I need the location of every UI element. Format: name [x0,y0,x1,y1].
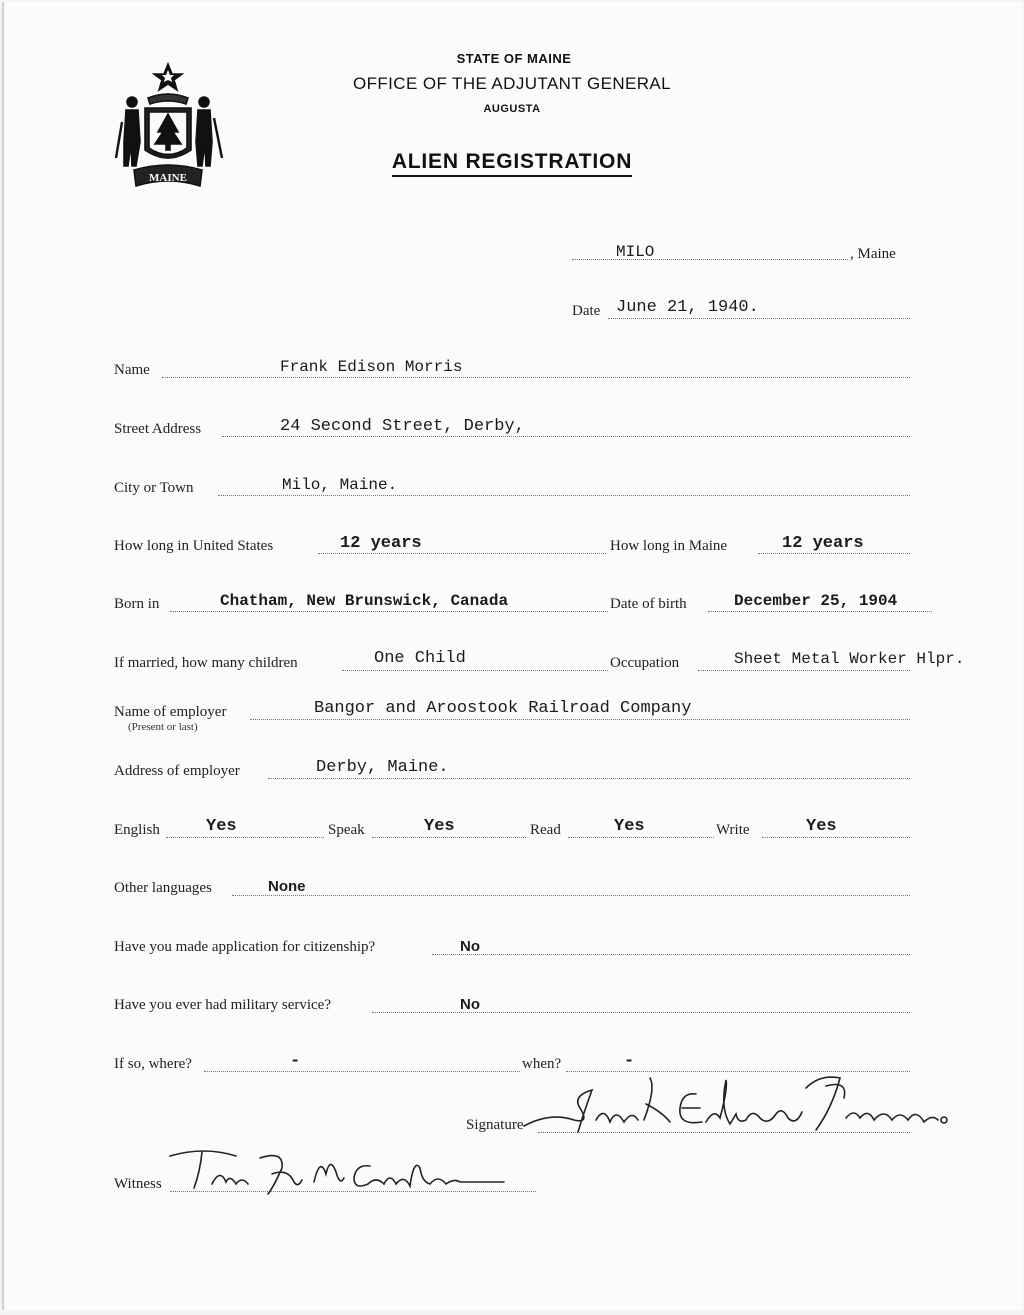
born-value: Chatham, New Brunswick, Canada [220,592,509,610]
read-line [568,836,714,838]
speak-label: Speak [328,822,365,838]
employer-address-label: Address of employer [114,763,240,779]
city-line [218,494,910,496]
form-title [0,150,1024,174]
city-value: Milo, Maine. [282,476,398,494]
dob-label: Date of birth [610,596,687,612]
english-value: Yes [206,817,237,836]
read-value: Yes [614,817,645,836]
write-line [762,836,910,838]
signature-label: Signature [466,1117,524,1133]
where-line [204,1070,520,1072]
us-years-label: How long in United States [114,538,274,554]
city-label: City or Town [114,480,194,496]
employer-address-line [268,777,910,779]
english-label: English [114,822,160,838]
occupation-value: Sheet Metal Worker Hlpr. [734,650,965,668]
read-label: Read [530,822,561,838]
date-label: Date [572,303,601,319]
maine-years-value: 12 years [782,534,864,553]
street-value: 24 Second Street, Derby, [280,417,525,436]
signature-handwriting [520,1068,960,1144]
date-line [608,317,910,319]
english-line [166,836,324,838]
where-label: If so, where? [114,1056,192,1072]
maine-years-label: How long in Maine [610,538,728,554]
citizenship-label: Have you made application for citizenship? [114,939,376,955]
us-years-value: 12 years [340,534,422,553]
when-value: - [624,1052,635,1071]
place-line [572,258,848,260]
other-languages-line [232,894,910,896]
other-languages-label: Other languages [114,880,212,896]
speak-value: Yes [424,817,455,836]
place-value: MILO [616,243,655,261]
seal-text: MAINE [149,172,187,184]
occupation-label: Occupation [610,655,680,671]
citizenship-value: No [460,938,480,955]
employer-sublabel: (Present or last) [128,721,198,733]
other-languages-value: None [268,878,306,895]
street-label: Street Address [114,421,202,437]
born-label: Born in [114,596,160,612]
form-title-text: ALIEN REGISTRATION [392,150,632,177]
citizenship-line [432,953,910,955]
military-value: No [460,996,480,1013]
born-line [170,610,608,612]
dob-line [708,610,932,612]
header-city: AUGUSTA [483,103,541,115]
when-label: when? [522,1056,562,1072]
name-label: Name [114,362,150,378]
employer-address-value: Derby, Maine. [316,758,449,777]
name-value: Frank Edison Morris [280,358,463,376]
header-office: OFFICE OF THE ADJUTANT GENERAL [352,74,672,93]
dob-value: December 25, 1904 [734,592,898,610]
children-value: One Child [374,649,466,668]
place-suffix: , Maine [850,246,896,262]
children-label: If married, how many children [114,655,298,671]
date-value: June 21, 1940. [616,298,759,317]
speak-line [372,836,526,838]
header-state: STATE OF MAINE [456,51,572,66]
name-line [162,376,910,378]
employer-label: Name of employer [114,704,227,720]
military-label: Have you ever had military service? [114,997,331,1013]
write-value: Yes [806,817,837,836]
children-line [342,669,608,671]
military-line [372,1011,910,1013]
witness-label: Witness [114,1176,162,1192]
witness-signature-handwriting [164,1138,514,1198]
write-label: Write [716,822,750,838]
where-value: - [290,1052,301,1071]
occupation-line [698,669,910,671]
employer-value: Bangor and Aroostook Railroad Company [314,699,692,718]
employer-line [250,718,910,720]
